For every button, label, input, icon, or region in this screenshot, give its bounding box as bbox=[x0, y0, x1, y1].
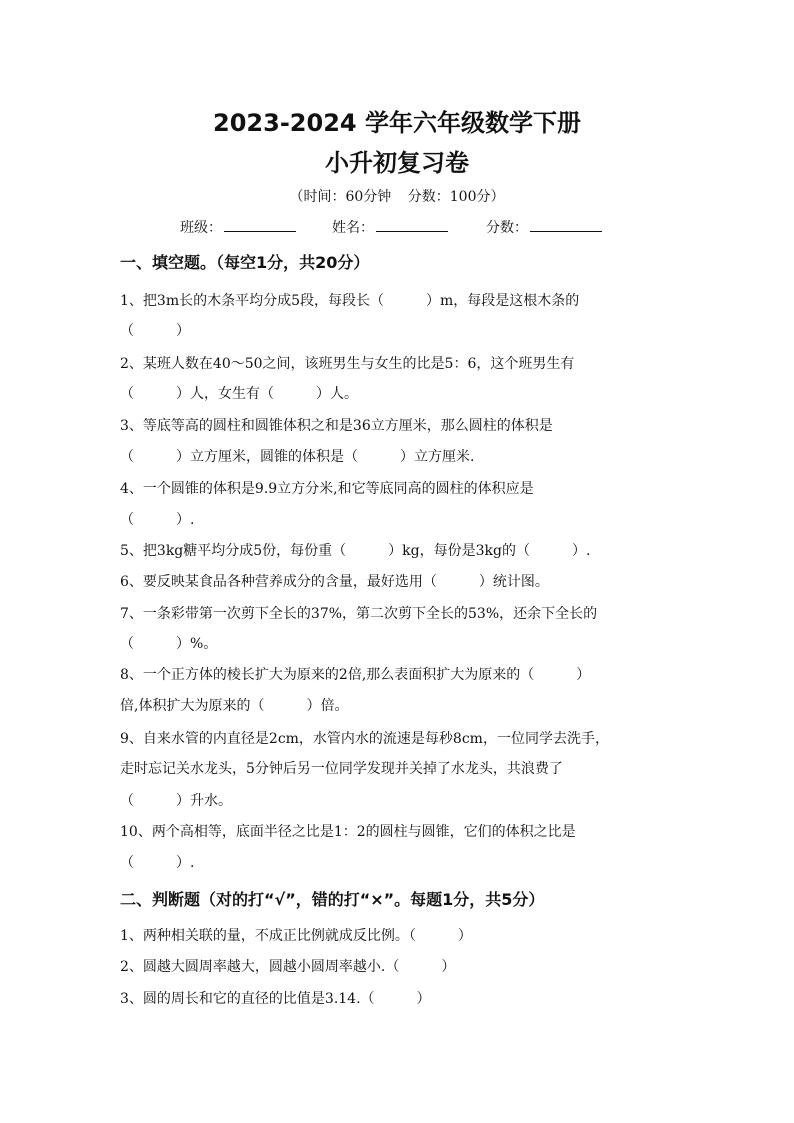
section-fill-in-heading: 一、填空题。（每空1分，共20分） bbox=[120, 253, 370, 272]
name-blank[interactable] bbox=[376, 217, 448, 232]
section-true-false-heading: 二、判断题（对的打“√”，错的打“×”。每题1分，共5分） bbox=[120, 890, 545, 909]
question-line: （ ）%。 bbox=[120, 636, 218, 652]
question-line: 8、一个正方体的棱长扩大为原来的2倍,那么表面积扩大为原来的（ ） bbox=[120, 667, 591, 683]
question-line: （ ）人，女生有（ ）人。 bbox=[120, 386, 358, 402]
exam-meta bbox=[0, 186, 794, 206]
time-limit: （时间：60分钟 bbox=[289, 189, 392, 205]
question-line: 7、一条彩带第一次剪下全长的37%，第二次剪下全长的53%，还余下全长的 bbox=[120, 606, 598, 622]
total-score: 分数：100分） bbox=[407, 189, 505, 205]
question-line: 3、等底等高的圆柱和圆锥体积之和是36立方厘米，那么圆柱的体积是 bbox=[120, 418, 553, 434]
question-line: 1、两种相关联的量，不成正比例就成反比例。（ ） bbox=[120, 928, 472, 944]
question-line: 10、两个高相等，底面半径之比是1：2的圆柱与圆锥，它们的体积之比是 bbox=[120, 824, 576, 840]
name-field bbox=[332, 217, 448, 237]
question-line: 4、一个圆锥的体积是9.9立方分米,和它等底同高的圆柱的体积应是 bbox=[120, 481, 534, 497]
class-label: 班级： bbox=[180, 220, 222, 236]
exam-title: 2023-2024 学年六年级数学下册 bbox=[213, 109, 581, 137]
question-line: （ ）立方厘米，圆锥的体积是（ ）立方厘米. bbox=[120, 449, 475, 465]
score-field bbox=[486, 217, 602, 237]
class-field bbox=[180, 217, 296, 237]
question-line: （ ）. bbox=[120, 512, 195, 528]
question-line: 1、把3m长的木条平均分成5段，每段长（ ）m，每段是这根木条的 bbox=[120, 293, 580, 309]
question-line: 5、把3kg糖平均分成5份，每份重（ ）kg，每份是3kg的（ ）. bbox=[120, 543, 591, 559]
score-label: 分数： bbox=[486, 220, 528, 236]
question-line: 走时忘记关水龙头，5分钟后另一位同学发现并关掉了水龙头，共浪费了 bbox=[120, 761, 563, 777]
class-blank[interactable] bbox=[224, 217, 296, 232]
question-line: 倍,体积扩大为原来的（ ）倍。 bbox=[120, 698, 349, 714]
score-blank[interactable] bbox=[530, 217, 602, 232]
name-label: 姓名： bbox=[332, 220, 374, 236]
question-line: 2、圆越大圆周率越大，圆越小圆周率越小.（ ） bbox=[120, 959, 456, 975]
exam-subtitle: 小升初复习卷 bbox=[325, 149, 469, 177]
question-line: 9、自来水管的内直径是2cm，水管内水的流速是每秒8cm，一位同学去洗手， bbox=[120, 731, 609, 747]
question-line: 6、要反映某食品各种营养成分的含量，最好选用（ ）统计图。 bbox=[120, 574, 549, 590]
question-line: 3、圆的周长和它的直径的比值是3.14.（ ） bbox=[120, 991, 431, 1007]
question-line: （ ）. bbox=[120, 855, 195, 871]
question-line: （ ）升水。 bbox=[120, 793, 232, 809]
question-line: 2、某班人数在40～50之间，该班男生与女生的比是5：6，这个班男生有 bbox=[120, 356, 575, 372]
question-line: （ ） bbox=[120, 323, 190, 339]
